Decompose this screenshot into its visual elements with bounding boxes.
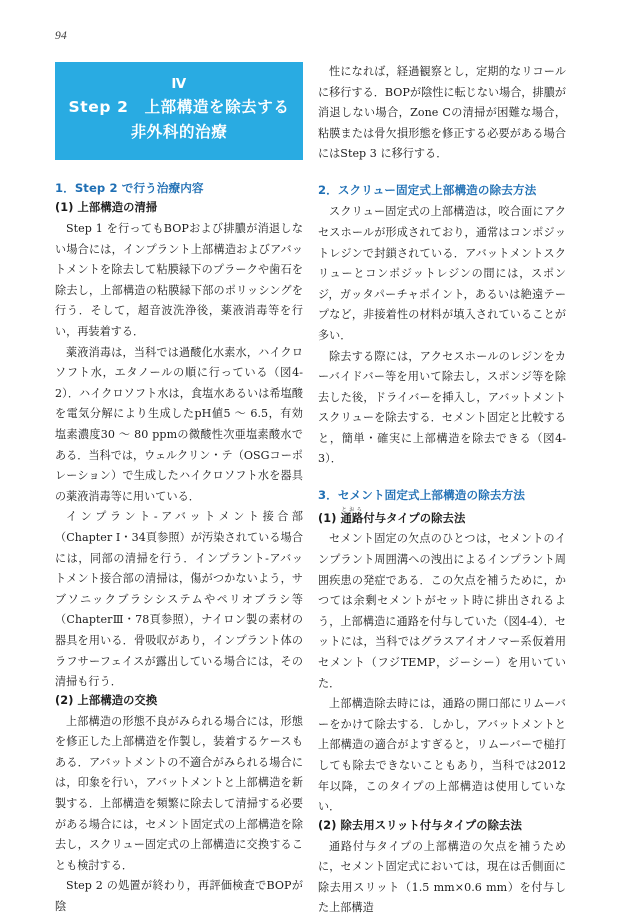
paragraph-right-3: 除去する際には，アクセスホールのレジンをカーバイドバー等を用いて除去し，スポンジ等を除去した後，ドライバーを挿入し，アバットメントスクリューを除去する．セメント固定と比較すると，簡単・確実に上部構造を除去できる（図4‐3）．: [318, 349, 566, 466]
banner-title-line-2: 非外科的治療: [130, 122, 228, 141]
right-column: [318, 62, 566, 919]
paragraph-right-1: 性になれば，経過観察とし，定期的なリコールに移行する．BOPが陰性に転じない場合，排膿が消退しない場合，Zone Cの清掃が困難な場合，粘膜または骨欠損形態を修正する必要がある場合にはStep 3 に移行する．: [318, 65, 566, 161]
chapter-banner: [55, 62, 303, 160]
paragraph-left-1: Step 1 を行ってもBOPおよび排膿が消退しない場合には，インプラント上部構造およびアバットメントを除去して粘膜縁下のプラークや歯石を除去し，上部構造の粘膜縁下部のポリッシングを行う．そして，超音波洗浄後，薬液消毒等を行い，再装着する．: [55, 222, 303, 339]
paragraph-right-2: スクリュー固定式の上部構造は，咬合面にアクセスホールが形成されており，通常はコンポジットレジンで封鎖されている．アバットメントスクリューとコンポジットレジンの間には，スポンジ，ガッタパーチャポイント，あるいは絶遠テープなど，非接着性の材料が填入されていることが多い．: [318, 205, 566, 342]
heading-section-2: 2．スクリュー固定式上部構造の除去方法: [318, 182, 537, 197]
paragraph-left-5: Step 2 の処置が終わり，再評価検査でBOPが陰: [55, 879, 303, 914]
paragraph-left-4: 上部構造の形態不良がみられる場合には，形態を修正した上部構造を作製し，装着するケースもある．アバットメントの不適合がみられる場合には，印象を行い，アバットメントと上部構造を新製する．上部構造を頻繁に除去して清掃する必要がある場合には，セメント固定式の上部構造を除去し，スクリュー固定式の上部構造に交換することも検討する．: [55, 714, 303, 872]
paragraph-right-6: 通路付与タイプの上部構造の欠点を補うために，セメント固定式においては，現在は舌側面に除去用スリット（1.5 mm×0.6 mm）を付与した上部構造: [318, 839, 566, 915]
paragraph-left-3: インプラント‐アバットメント接合部（Chapter Ⅰ・34頁参照）が汚染されている場合には，同部の清掃を行う．インプラント‐アバットメント接合部の清掃は，傷がつかないよう，サブソニックブラシシステムやペリオブラシ等（ChapterⅢ・78頁参照），ナイロン製の素材の器具を用いる．骨吸収があり，インプラント体のラフサーフェイスが露出している場合には，その清掃も行う．: [55, 510, 303, 689]
heading-section-1: 1．Step 2 で行う治療内容: [55, 180, 204, 195]
heading-sub-1-1: (1) 上部構造の清掃: [55, 201, 158, 215]
heading-section-3: 3．セメント固定式上部構造の除去方法: [318, 488, 525, 503]
heading-sub-3-2: (2) 除去用スリット付与タイプの除去法: [318, 818, 522, 832]
heading-sub-1-2: (2) 上部構造の交換: [55, 693, 158, 707]
heading-sub-3-1-prefix: (1): [318, 512, 341, 526]
paragraph-right-4: セメント固定の欠点のひとつは，セメントのインプラント周囲溝への洩出によるインプラント周囲疾患の発症である．この欠点を補うために，かつては余剰セメントがセット時に排出されるよう，上部構造に通路を付与していた（図4‐4）．セットには，当科ではグラスアイオノマー系仮着用セメント（フジTEMP，ジーシー）を用いていた．: [318, 532, 566, 690]
heading-sub-3-1: [318, 507, 566, 528]
ruby-annotation: とおろ: [340, 507, 364, 514]
ruby-tsuuro: [340, 507, 364, 526]
paragraph-left-2: 薬液消毒は，当科では過酸化水素水，ハイクロソフト水，エタノールの順に行っている（図4‐2）．ハイクロソフト水は，食塩水あるいは希塩酸を電気分解により生成したpH値5 〜 6.5，有効塩素濃度30 〜 80 ppmの微酸性次亜塩素酸水である．当科では，ウェルクリン・テ（OSGコーポレーション）で生成したハイクロソフト水を器具の薬液消毒等に用いている．: [55, 345, 303, 503]
banner-title-line-1: Step 2 上部構造を除去する: [68, 97, 290, 116]
paragraph-right-5: 上部構造除去時には，通路の開口部にリムーバーをかけて除去する．しかし，アバットメントと上部構造の適合がよすぎると，リムーバーで槌打しても除去できないこともあり，当科では2012年以降，このタイプの上部構造は使用していない．: [318, 697, 566, 814]
left-column: [55, 62, 303, 918]
heading-sub-3-1-suffix: 付与タイプの除去法: [363, 512, 466, 526]
ruby-base: 通路: [340, 512, 364, 526]
page-number: 94: [55, 30, 67, 42]
section-spacer-1: [318, 165, 566, 182]
section-spacer-2: [318, 470, 566, 487]
banner-chapter-number: Ⅳ: [171, 76, 187, 92]
